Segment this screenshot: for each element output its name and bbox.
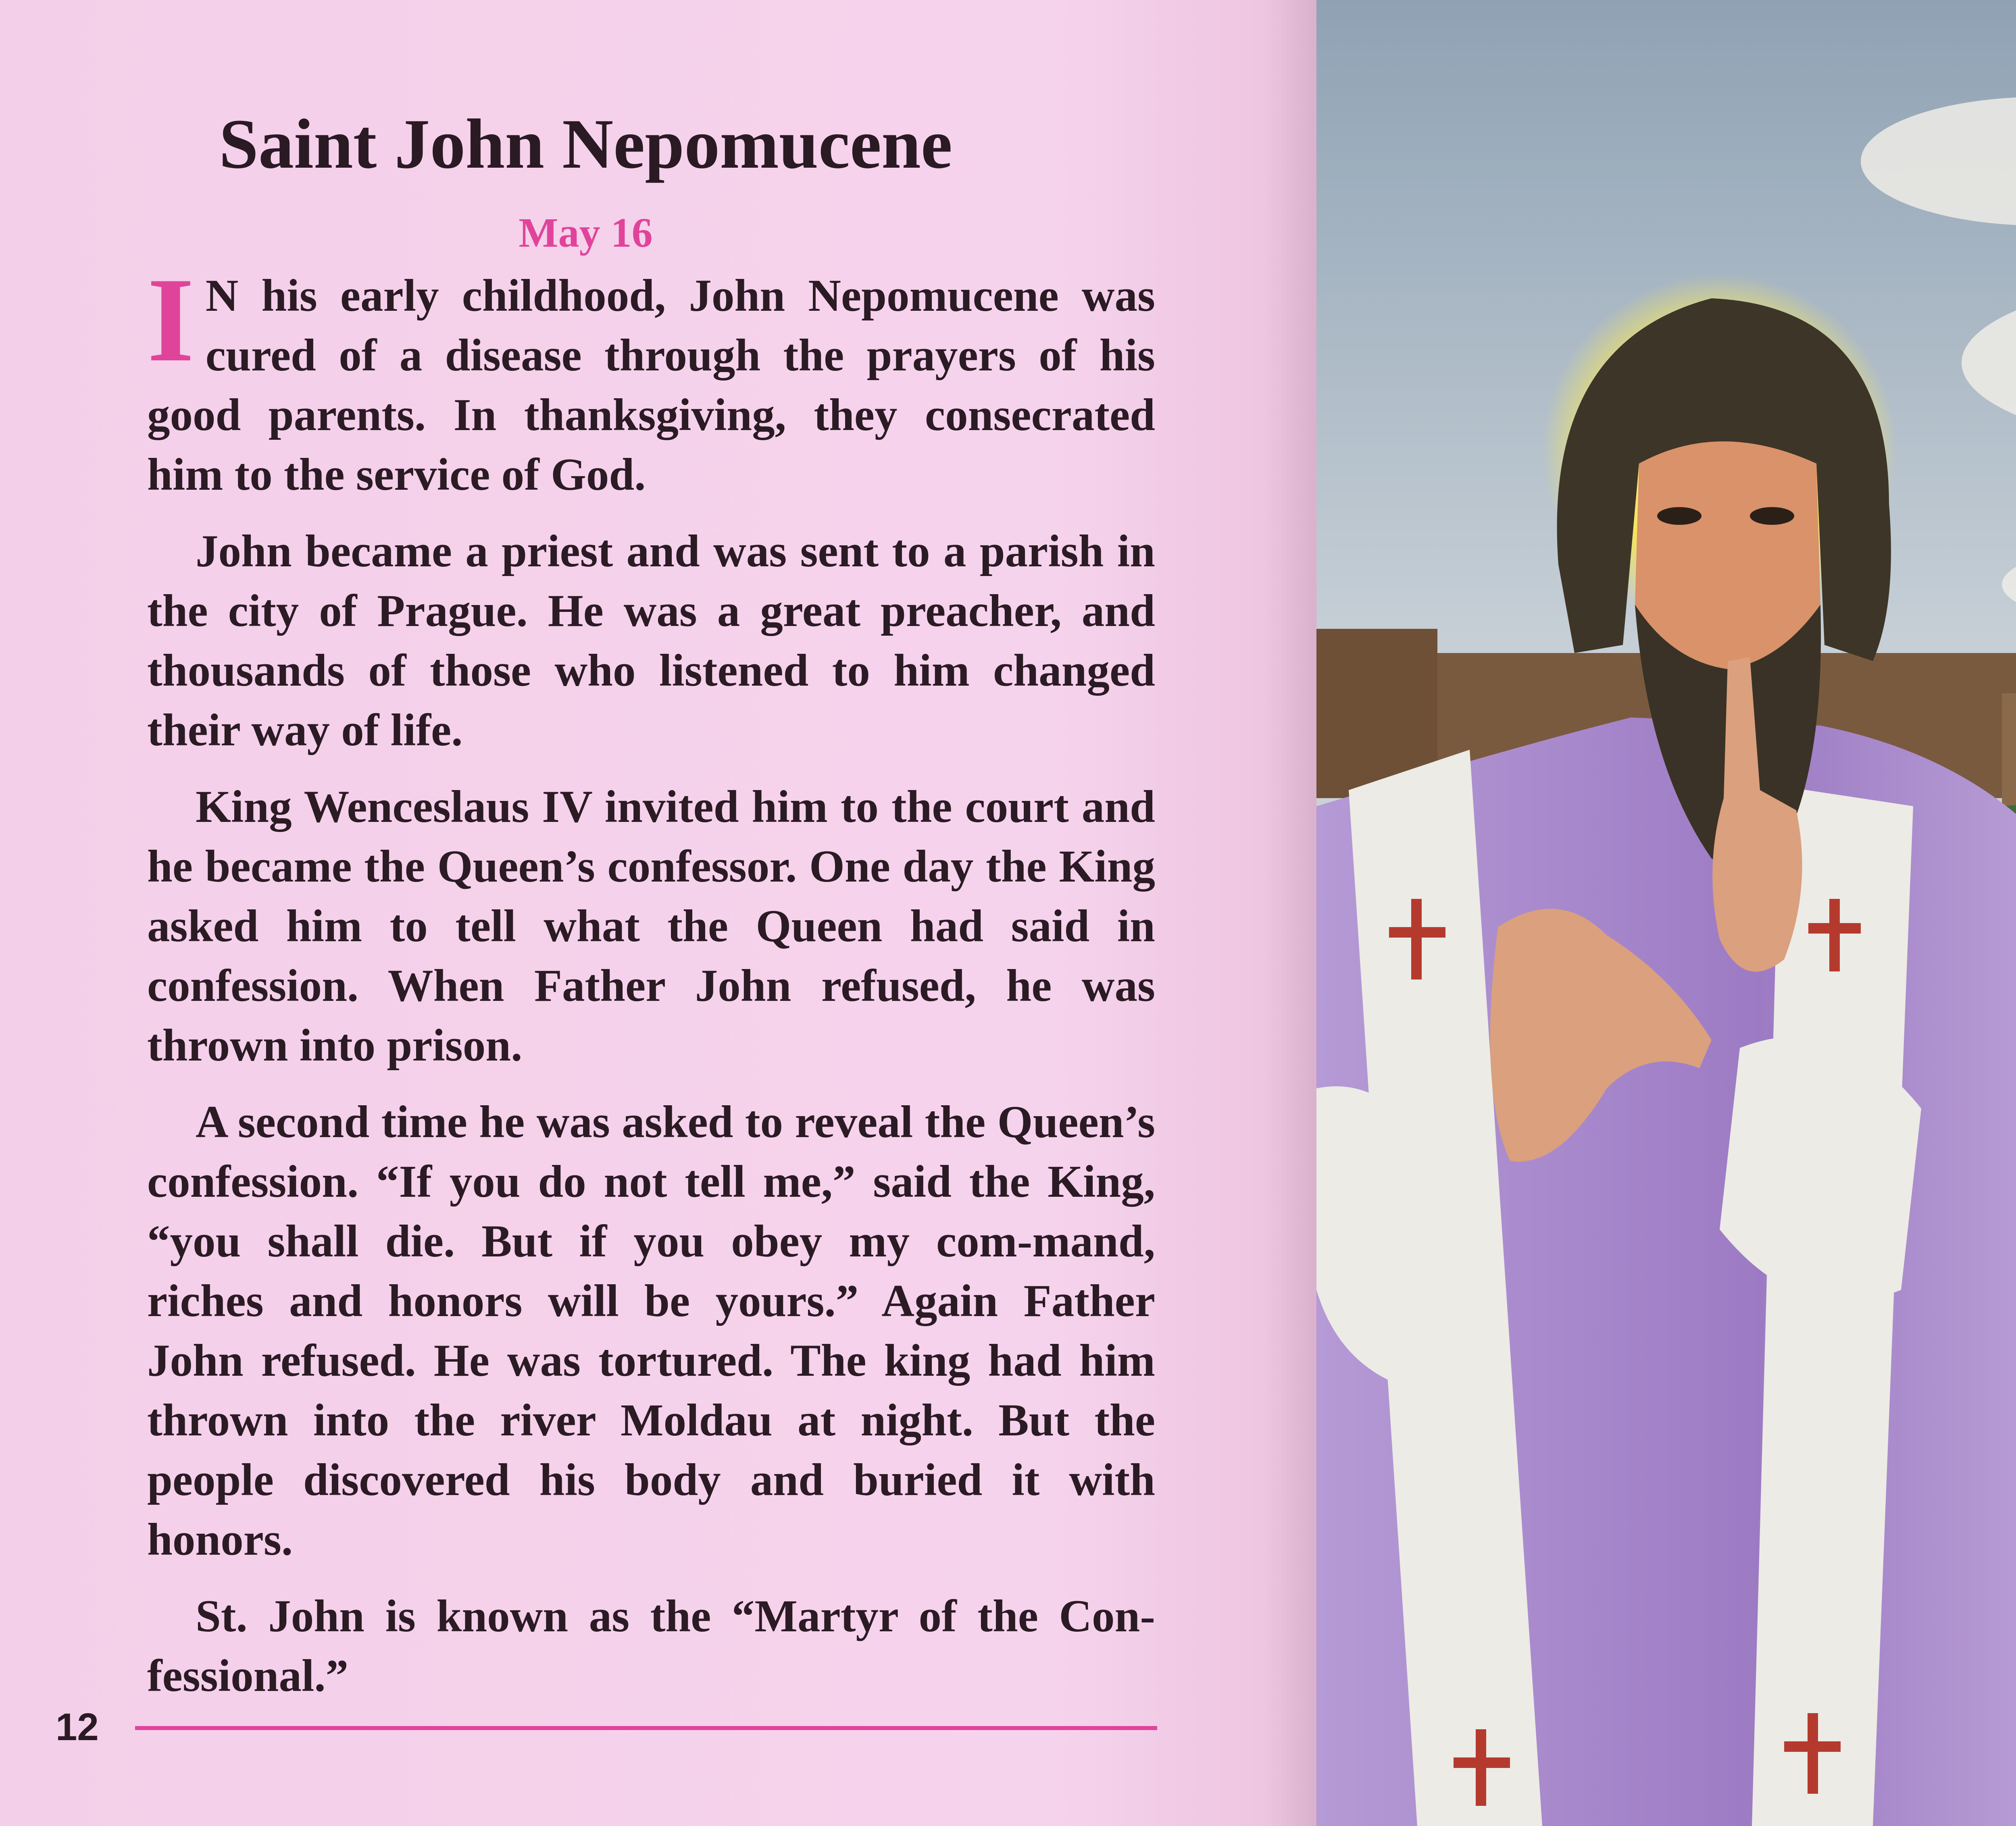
story-text (147, 253, 1155, 1723)
paragraph-3: King Wenceslaus IV invited him to the court and he became the Queen’s confessor. One day the King asked him to tell what the Queen had said in confession. When Father John refused, he was thrown into prison. (147, 782, 1155, 1071)
page-number-left: 12 (56, 1705, 99, 1749)
page-title: Saint John Nepomucene (219, 105, 952, 183)
paragraph-5: St. John is known as the “Martyr of the Con-fessional.” (147, 1591, 1155, 1701)
feast-date: May 16 (519, 210, 653, 256)
paragraph-4: A second time he was asked to reveal the Queen’s confession. “If you do not tell me,” said the King, “you shall die. But if you obey my com-mand, riches and honors will be yours.” Again Father John refused. He was tortured. The king had him thrown into the river Moldau at night. But the people discovered his body and buried it with honors. (147, 1097, 1155, 1565)
paragraph-2: John became a priest and was sent to a parish in the city of Prague. He was a great preacher, and thousands of those who listened to him changed their way of life. (147, 526, 1155, 755)
footer-rule (135, 1726, 1157, 1730)
saint-illustration (1316, 0, 2016, 1826)
paragraph-1: I N his early childhood, John Nepomucene was cured of a disease through the prayers of his good parents. In thanksgiving, they consecrated him to the service of God. (147, 253, 1155, 500)
drop-cap: I (147, 253, 194, 387)
